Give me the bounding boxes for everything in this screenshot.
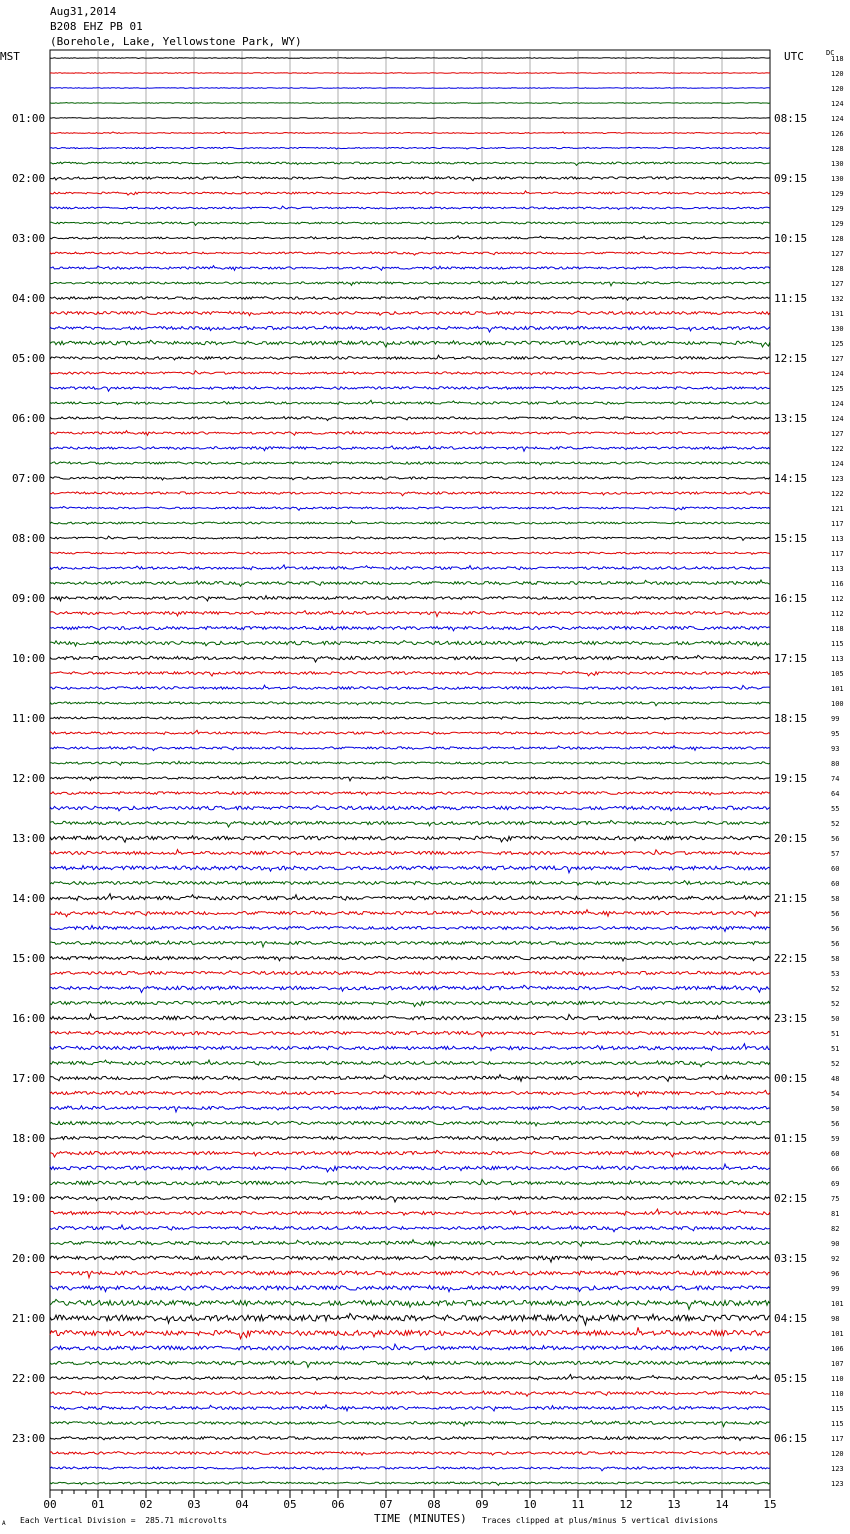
seismic-trace xyxy=(50,281,770,286)
seismic-trace xyxy=(50,88,770,89)
seismic-trace xyxy=(50,776,770,781)
trace-dc-value: 117 xyxy=(831,550,844,558)
seismic-trace xyxy=(50,1150,770,1157)
right-hour-label: 21:15 xyxy=(774,892,808,905)
left-hour-label: 08:00 xyxy=(12,532,46,545)
x-tick-label: 06 xyxy=(331,1498,345,1511)
trace-dc-value: 64 xyxy=(831,790,840,798)
seismic-trace xyxy=(50,1031,770,1037)
trace-dc-value: 115 xyxy=(831,1420,844,1428)
seismic-trace xyxy=(50,1240,770,1247)
trace-dc-value: 74 xyxy=(831,775,840,783)
trace-dc-value: 130 xyxy=(831,160,844,168)
trace-dc-value: 127 xyxy=(831,250,844,258)
seismic-trace xyxy=(50,191,770,195)
header-date: Aug31,2014 xyxy=(50,5,117,18)
footer-mark: A xyxy=(2,1520,6,1527)
seismic-trace xyxy=(50,596,770,601)
right-hour-label: 04:15 xyxy=(774,1312,808,1325)
seismic-trace xyxy=(50,355,770,360)
seismic-trace xyxy=(50,792,770,796)
trace-dc-value: 50 xyxy=(831,1015,840,1023)
trace-dc-value: 131 xyxy=(831,310,844,318)
seismic-trace xyxy=(50,1451,770,1455)
seismic-trace xyxy=(50,1121,770,1126)
seismic-trace xyxy=(50,1421,770,1427)
dc-column-label: DC xyxy=(826,49,835,57)
seismic-trace xyxy=(50,1375,770,1381)
trace-dc-value: 57 xyxy=(831,850,840,858)
trace-dc-value: 127 xyxy=(831,280,844,288)
trace-dc-value: 124 xyxy=(831,115,844,123)
seismic-trace xyxy=(50,72,770,73)
seismic-trace xyxy=(50,1391,770,1396)
trace-dc-value: 54 xyxy=(831,1090,840,1098)
trace-dc-value: 110 xyxy=(831,1375,844,1383)
right-hour-label: 19:15 xyxy=(774,772,808,785)
trace-dc-value: 48 xyxy=(831,1075,840,1083)
seismic-trace xyxy=(50,340,770,347)
trace-dc-value: 120 xyxy=(831,85,844,93)
seismic-trace xyxy=(50,103,770,104)
seismic-trace xyxy=(50,236,770,240)
trace-dc-value: 56 xyxy=(831,940,840,948)
seismic-trace xyxy=(50,626,770,630)
trace-dc-value: 90 xyxy=(831,1240,840,1248)
seismic-trace xyxy=(50,746,770,751)
x-tick-label: 14 xyxy=(715,1498,729,1511)
trace-dc-value: 128 xyxy=(831,265,844,273)
seismic-trace xyxy=(50,1482,770,1486)
seismic-trace xyxy=(50,431,770,436)
trace-dc-value: 116 xyxy=(831,580,844,588)
x-tick-label: 07 xyxy=(379,1498,393,1511)
trace-dc-value: 81 xyxy=(831,1210,840,1218)
seismic-trace xyxy=(50,1060,770,1067)
trace-dc-value: 82 xyxy=(831,1225,840,1233)
seismic-trace xyxy=(50,222,770,225)
trace-dc-value: 112 xyxy=(831,610,844,618)
trace-dc-value: 123 xyxy=(831,475,844,483)
seismic-trace xyxy=(50,416,770,421)
seismic-trace xyxy=(50,702,770,706)
x-tick-label: 01 xyxy=(91,1498,105,1511)
trace-dc-value: 123 xyxy=(831,1480,844,1488)
trace-dc-value: 113 xyxy=(831,655,844,663)
seismic-trace xyxy=(50,387,770,392)
trace-dc-value: 59 xyxy=(831,1135,840,1143)
trace-dc-value: 123 xyxy=(831,1465,844,1473)
header-station: B208 EHZ PB 01 xyxy=(50,20,143,33)
seismic-trace xyxy=(50,1164,770,1172)
trace-dc-value: 60 xyxy=(831,880,840,888)
trace-dc-value: 124 xyxy=(831,370,844,378)
trace-dc-value: 56 xyxy=(831,1120,840,1128)
trace-dc-value: 107 xyxy=(831,1360,844,1368)
x-tick-label: 10 xyxy=(523,1498,537,1511)
x-tick-label: 00 xyxy=(43,1498,57,1511)
trace-dc-value: 60 xyxy=(831,1150,840,1158)
left-hour-label: 04:00 xyxy=(12,292,46,305)
seismic-trace xyxy=(50,1437,770,1441)
seismic-trace xyxy=(50,685,770,689)
trace-dc-value: 118 xyxy=(831,55,844,63)
left-hour-label: 17:00 xyxy=(12,1072,46,1085)
trace-dc-value: 100 xyxy=(831,700,844,708)
trace-dc-value: 125 xyxy=(831,385,844,393)
trace-dc-value: 80 xyxy=(831,760,840,768)
seismic-trace xyxy=(50,1313,770,1325)
left-hour-label: 20:00 xyxy=(12,1252,46,1265)
left-hour-label: 02:00 xyxy=(12,172,46,185)
seismic-trace xyxy=(50,985,770,992)
right-hour-label: 13:15 xyxy=(774,412,808,425)
seismic-trace xyxy=(50,176,770,181)
right-hour-label: 05:15 xyxy=(774,1372,808,1385)
trace-dc-value: 127 xyxy=(831,355,844,363)
trace-dc-value: 125 xyxy=(831,340,844,348)
seismic-trace xyxy=(50,611,770,617)
seismic-trace xyxy=(50,552,770,554)
left-hour-label: 07:00 xyxy=(12,472,46,485)
trace-dc-value: 56 xyxy=(831,910,840,918)
seismic-trace xyxy=(50,1327,770,1338)
trace-dc-value: 106 xyxy=(831,1345,844,1353)
right-hour-label: 02:15 xyxy=(774,1192,808,1205)
left-hour-label: 05:00 xyxy=(12,352,46,365)
seismic-trace xyxy=(50,1209,770,1215)
seismic-trace xyxy=(50,1075,770,1082)
footer-scale: Each Vertical Division = 285.71 microvolts xyxy=(20,1516,228,1525)
trace-dc-value: 115 xyxy=(831,640,844,648)
left-timezone-label: MST xyxy=(0,50,20,63)
seismic-trace xyxy=(50,1286,770,1292)
trace-dc-value: 101 xyxy=(831,1330,844,1338)
right-hour-label: 16:15 xyxy=(774,592,808,605)
trace-dc-value: 92 xyxy=(831,1255,840,1263)
left-hour-label: 11:00 xyxy=(12,712,46,725)
trace-dc-value: 128 xyxy=(831,145,844,153)
seismic-trace xyxy=(50,147,770,149)
seismic-trace xyxy=(50,940,770,947)
right-hour-label: 09:15 xyxy=(774,172,808,185)
trace-dc-value: 118 xyxy=(831,625,844,633)
seismic-trace xyxy=(50,1196,770,1202)
seismic-trace xyxy=(50,206,770,210)
trace-dc-value: 124 xyxy=(831,100,844,108)
x-tick-label: 11 xyxy=(571,1498,585,1511)
x-tick-label: 02 xyxy=(139,1498,153,1511)
trace-dc-value: 130 xyxy=(831,325,844,333)
trace-dc-value: 124 xyxy=(831,460,844,468)
seismic-trace xyxy=(50,536,770,540)
trace-dc-value: 113 xyxy=(831,565,844,573)
left-hour-label: 09:00 xyxy=(12,592,46,605)
trace-dc-value: 105 xyxy=(831,670,844,678)
left-hour-label: 23:00 xyxy=(12,1432,46,1445)
trace-dc-value: 58 xyxy=(831,895,840,903)
trace-dc-value: 101 xyxy=(831,685,844,693)
trace-dc-value: 112 xyxy=(831,595,844,603)
left-hour-label: 10:00 xyxy=(12,652,46,665)
x-tick-label: 08 xyxy=(427,1498,441,1511)
trace-dc-value: 69 xyxy=(831,1180,840,1188)
seismic-trace xyxy=(50,836,770,842)
right-hour-label: 11:15 xyxy=(774,292,808,305)
left-hour-label: 13:00 xyxy=(12,832,46,845)
left-hour-label: 06:00 xyxy=(12,412,46,425)
right-hour-label: 00:15 xyxy=(774,1072,808,1085)
trace-dc-value: 110 xyxy=(831,1390,844,1398)
trace-dc-value: 121 xyxy=(831,505,844,513)
trace-dc-value: 56 xyxy=(831,835,840,843)
seismic-trace xyxy=(50,507,770,511)
right-hour-label: 20:15 xyxy=(774,832,808,845)
trace-dc-value: 124 xyxy=(831,400,844,408)
trace-dc-value: 93 xyxy=(831,745,840,753)
seismic-trace xyxy=(50,117,770,118)
right-hour-label: 17:15 xyxy=(774,652,808,665)
left-hour-label: 01:00 xyxy=(12,112,46,125)
seismic-trace xyxy=(50,850,770,855)
trace-dc-value: 129 xyxy=(831,205,844,213)
trace-dc-value: 120 xyxy=(831,1450,844,1458)
right-hour-label: 23:15 xyxy=(774,1012,808,1025)
trace-dc-value: 95 xyxy=(831,730,840,738)
trace-dc-value: 126 xyxy=(831,130,844,138)
seismic-trace xyxy=(50,671,770,676)
seismic-trace xyxy=(50,252,770,256)
right-timezone-label: UTC xyxy=(784,50,804,63)
seismic-trace xyxy=(50,717,770,720)
trace-dc-value: 51 xyxy=(831,1045,840,1053)
left-hour-label: 14:00 xyxy=(12,892,46,905)
seismic-trace xyxy=(50,730,770,734)
trace-dc-value: 52 xyxy=(831,985,840,993)
left-hour-label: 22:00 xyxy=(12,1372,46,1385)
trace-dc-value: 128 xyxy=(831,235,844,243)
left-hour-label: 21:00 xyxy=(12,1312,46,1325)
trace-dc-value: 101 xyxy=(831,1300,844,1308)
seismic-trace xyxy=(50,866,770,873)
seismic-trace xyxy=(50,1136,770,1141)
x-tick-label: 12 xyxy=(619,1498,633,1511)
seismic-trace xyxy=(50,1467,770,1471)
seismic-trace xyxy=(50,400,770,404)
seismic-trace xyxy=(50,1271,770,1278)
seismic-trace xyxy=(50,1225,770,1232)
seismic-trace xyxy=(50,641,770,647)
seismic-trace xyxy=(50,580,770,586)
seismic-trace xyxy=(50,971,770,976)
trace-dc-value: 52 xyxy=(831,1000,840,1008)
trace-dc-value: 50 xyxy=(831,1105,840,1113)
seismic-trace xyxy=(50,1255,770,1262)
trace-dc-value: 58 xyxy=(831,955,840,963)
trace-dc-value: 53 xyxy=(831,970,840,978)
trace-dc-value: 55 xyxy=(831,805,840,813)
trace-dc-value: 60 xyxy=(831,865,840,873)
trace-dc-value: 56 xyxy=(831,925,840,933)
trace-dc-value: 75 xyxy=(831,1195,840,1203)
trace-dc-value: 99 xyxy=(831,1285,840,1293)
right-hour-label: 01:15 xyxy=(774,1132,808,1145)
left-hour-label: 12:00 xyxy=(12,772,46,785)
seismic-trace xyxy=(50,492,770,496)
x-tick-label: 09 xyxy=(475,1498,489,1511)
seismic-trace xyxy=(50,1001,770,1007)
left-hour-label: 19:00 xyxy=(12,1192,46,1205)
seismic-trace xyxy=(50,1405,770,1411)
seismic-trace xyxy=(50,1044,770,1051)
trace-dc-value: 51 xyxy=(831,1030,840,1038)
seismic-trace xyxy=(50,894,770,901)
seismic-trace xyxy=(50,1361,770,1367)
trace-dc-value: 130 xyxy=(831,175,844,183)
seismic-trace xyxy=(50,926,770,932)
left-hour-label: 16:00 xyxy=(12,1012,46,1025)
trace-dc-value: 96 xyxy=(831,1270,840,1278)
seismic-trace xyxy=(50,371,770,375)
seismic-trace xyxy=(50,57,770,58)
x-tick-label: 04 xyxy=(235,1498,249,1511)
trace-dc-value: 122 xyxy=(831,445,844,453)
trace-dc-value: 99 xyxy=(831,715,840,723)
left-hour-label: 15:00 xyxy=(12,952,46,965)
seismic-trace xyxy=(50,521,770,525)
trace-dc-value: 127 xyxy=(831,430,844,438)
seismic-trace xyxy=(50,132,770,134)
seismic-trace xyxy=(50,1344,770,1351)
x-tick-label: 05 xyxy=(283,1498,297,1511)
trace-dc-value: 52 xyxy=(831,1060,840,1068)
right-hour-label: 03:15 xyxy=(774,1252,808,1265)
seismic-trace xyxy=(50,806,770,811)
trace-dc-value: 117 xyxy=(831,1435,844,1443)
x-axis-title: TIME (MINUTES) xyxy=(374,1512,467,1525)
right-hour-label: 14:15 xyxy=(774,472,808,485)
seismic-trace xyxy=(50,761,770,765)
trace-dc-value: 120 xyxy=(831,70,844,78)
trace-dc-value: 129 xyxy=(831,220,844,228)
trace-dc-value: 129 xyxy=(831,190,844,198)
right-hour-label: 15:15 xyxy=(774,532,808,545)
trace-dc-value: 66 xyxy=(831,1165,840,1173)
seismic-trace xyxy=(50,297,770,301)
header-location: (Borehole, Lake, Yellowstone Park, WY) xyxy=(50,35,302,48)
seismic-trace xyxy=(50,326,770,332)
seismic-trace xyxy=(50,820,770,827)
trace-dc-value: 117 xyxy=(831,520,844,528)
seismic-trace xyxy=(50,1090,770,1096)
seismic-trace xyxy=(50,266,770,271)
seismic-trace xyxy=(50,476,770,480)
right-hour-label: 06:15 xyxy=(774,1432,808,1445)
trace-dc-value: 115 xyxy=(831,1405,844,1413)
right-hour-label: 12:15 xyxy=(774,352,808,365)
trace-dc-value: 122 xyxy=(831,490,844,498)
seismic-trace xyxy=(50,881,770,886)
seismic-trace xyxy=(50,1106,770,1112)
seismic-trace xyxy=(50,956,770,961)
trace-dc-value: 132 xyxy=(831,295,844,303)
left-hour-label: 03:00 xyxy=(12,232,46,245)
seismic-trace xyxy=(50,1299,770,1309)
trace-dc-value: 124 xyxy=(831,415,844,423)
seismic-trace xyxy=(50,1179,770,1184)
seismic-trace xyxy=(50,910,770,917)
footer-clip-note: Traces clipped at plus/minus 5 vertical divisions xyxy=(482,1516,719,1525)
seismic-trace xyxy=(50,311,770,316)
seismic-trace xyxy=(50,446,770,451)
seismic-trace xyxy=(50,462,770,465)
seismic-trace xyxy=(50,565,770,570)
right-hour-label: 18:15 xyxy=(774,712,808,725)
right-hour-label: 08:15 xyxy=(774,112,808,125)
x-tick-label: 03 xyxy=(187,1498,201,1511)
x-tick-label: 13 xyxy=(667,1498,681,1511)
x-tick-label: 15 xyxy=(763,1498,777,1511)
trace-dc-value: 98 xyxy=(831,1315,840,1323)
right-hour-label: 10:15 xyxy=(774,232,808,245)
right-hour-label: 22:15 xyxy=(774,952,808,965)
seismic-trace xyxy=(50,162,770,165)
left-hour-label: 18:00 xyxy=(12,1132,46,1145)
trace-dc-value: 52 xyxy=(831,820,840,828)
trace-dc-value: 113 xyxy=(831,535,844,543)
seismic-trace xyxy=(50,655,770,662)
seismic-trace xyxy=(50,1014,770,1020)
